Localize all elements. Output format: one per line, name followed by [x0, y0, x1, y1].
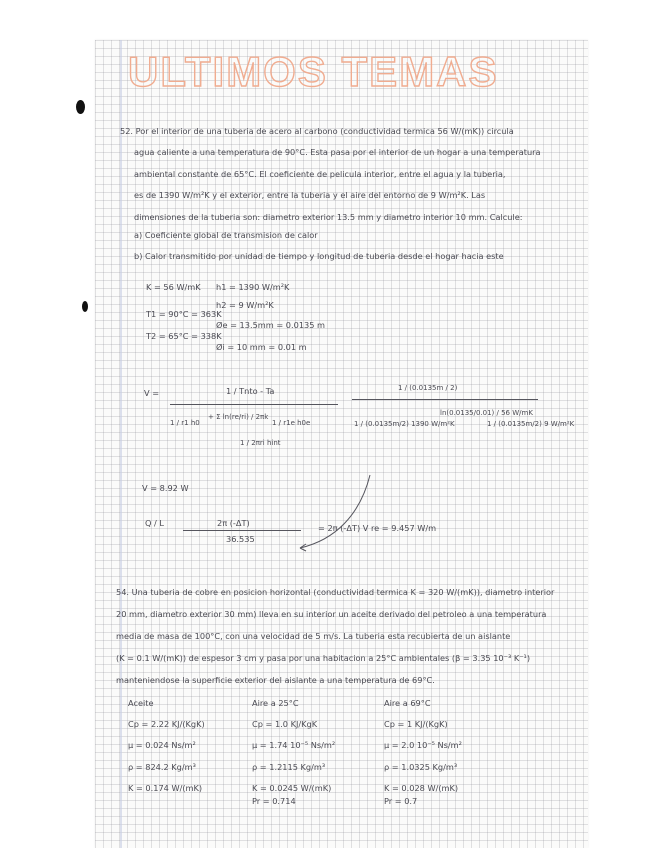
problem52-line: agua caliente a una temperatura de 90°C. Esta pasa por el interior de un hogar a una temperatura [134, 147, 541, 157]
problem54-line: media de masa de 100°C, con una velocidad de 5 m/s. La tuberia esta recubierta de un aislante [116, 631, 511, 641]
problem52-line: dimensiones de la tuberia son: diametro exterior 13.5 mm y diametro interior 10 mm. Calcule: [134, 212, 523, 222]
property-item: Cp = 1.0 KJ/KgK [252, 719, 318, 729]
column-header-aire-69: Aire a 69°C [384, 698, 431, 708]
given-de: Øe = 13.5mm = 0.0135 m [216, 320, 326, 330]
page-title: ULTIMOS TEMAS [128, 48, 499, 95]
property-item: K = 0.0245 W/(mK) [252, 783, 332, 793]
given-h2: h2 = 9 W/m²K [216, 300, 274, 310]
property-item: K = 0.174 W/(mK) [128, 783, 203, 793]
eq-numerator-1: 1 / Tnto - Ta [226, 386, 275, 396]
property-item: Pr = 0.714 [252, 796, 296, 806]
eq-den-part: 1 / 2πri hint [240, 439, 281, 447]
eq-numerator-2: 1 / (0.0135m / 2) [398, 384, 458, 392]
given-h1: h1 = 1390 W/m²K [216, 282, 290, 292]
q-mid-denominator: 36.535 [226, 534, 255, 544]
q-result: = 2π (-ΔT) V re = 9.457 W/m [318, 523, 437, 533]
given-t2: T2 = 65°C = 338K [146, 331, 222, 341]
property-item: ρ = 824.2 Kg/m³ [128, 762, 196, 772]
problem54-line: manteniendose la superficie exterior del aislante a una temperatura de 69°C. [116, 675, 435, 685]
given-k: K = 56 W/mK [146, 282, 201, 292]
eq-den-part: 1 / r1 h0 [170, 419, 200, 427]
property-item: Cp = 2.22 KJ/(KgK) [128, 719, 205, 729]
eq-den-part: + Σ ln(re/ri) / 2πk [208, 413, 269, 421]
result-v: V = 8.92 W [142, 483, 189, 493]
column-header-aire-25: Aire a 25°C [252, 698, 299, 708]
property-item: μ = 1.74 10⁻⁵ Ns/m² [252, 740, 336, 750]
property-item: ρ = 1.0325 Kg/m³ [384, 762, 458, 772]
property-item: Cp = 1 KJ/(KgK) [384, 719, 448, 729]
given-di: Øi = 10 mm = 0.01 m [216, 342, 307, 352]
problem52-line: 52. Por el interior de una tuberia de acero al carbono (conductividad termica 56 W/(mK)) circula [120, 126, 514, 136]
q-over-l: Q / L [145, 518, 164, 528]
eq-den-part: 1 / r1e h0e [272, 419, 311, 427]
given-t1: T1 = 90°C = 363K [146, 309, 222, 319]
eq-v-label: V = [144, 388, 160, 398]
problem52-line: a) Coeficiente global de transmision de calor [134, 230, 318, 240]
problem54-line: (K = 0.1 W/(mK)) de espesor 3 cm y pasa por una habitacion a 25°C ambientales (β = 3.35 10⁻³ K⁻¹) [116, 653, 531, 663]
property-item: Pr = 0.7 [384, 796, 418, 806]
eq-den2-part: ln(0.0135/0.01) / 56 W/mK [440, 409, 533, 417]
property-item: μ = 2.0 10⁻⁵ Ns/m² [384, 740, 462, 750]
problem52-line: es de 1390 W/m²K y el exterior, entre la tuberia y el aire del entorno de 9 W/m²K. Las [134, 190, 486, 200]
property-item: ρ = 1.2115 Kg/m³ [252, 762, 326, 772]
problem52-line: b) Calor transmitido por unidad de tiempo y longitud de tuberia desde el hogar hacia este [134, 251, 504, 261]
q-mid-numerator: 2π (-ΔT) [217, 518, 250, 528]
problem54-line: 54. Una tuberia de cobre en posicion horizontal (conductividad termica K = 320 W/(mK)), diametro interior [116, 587, 555, 597]
eq-den2-part: 1 / (0.0135m/2) 9 W/m²K [487, 420, 575, 428]
property-item: K = 0.028 W/(mK) [384, 783, 459, 793]
eq-den2-part: 1 / (0.0135m/2) 1390 W/m²K [354, 420, 455, 428]
property-item: μ = 0.024 Ns/m² [128, 740, 196, 750]
problem54-line: 20 mm, diametro exterior 30 mm) lleva en su interior un aceite derivado del petroleo a una temperatura [116, 609, 547, 619]
column-header-aceite: Aceite [128, 698, 154, 708]
problem52-line: ambiental constante de 65°C. El coeficiente de pelicula interior, entre el agua y la tuberia, [134, 169, 506, 179]
